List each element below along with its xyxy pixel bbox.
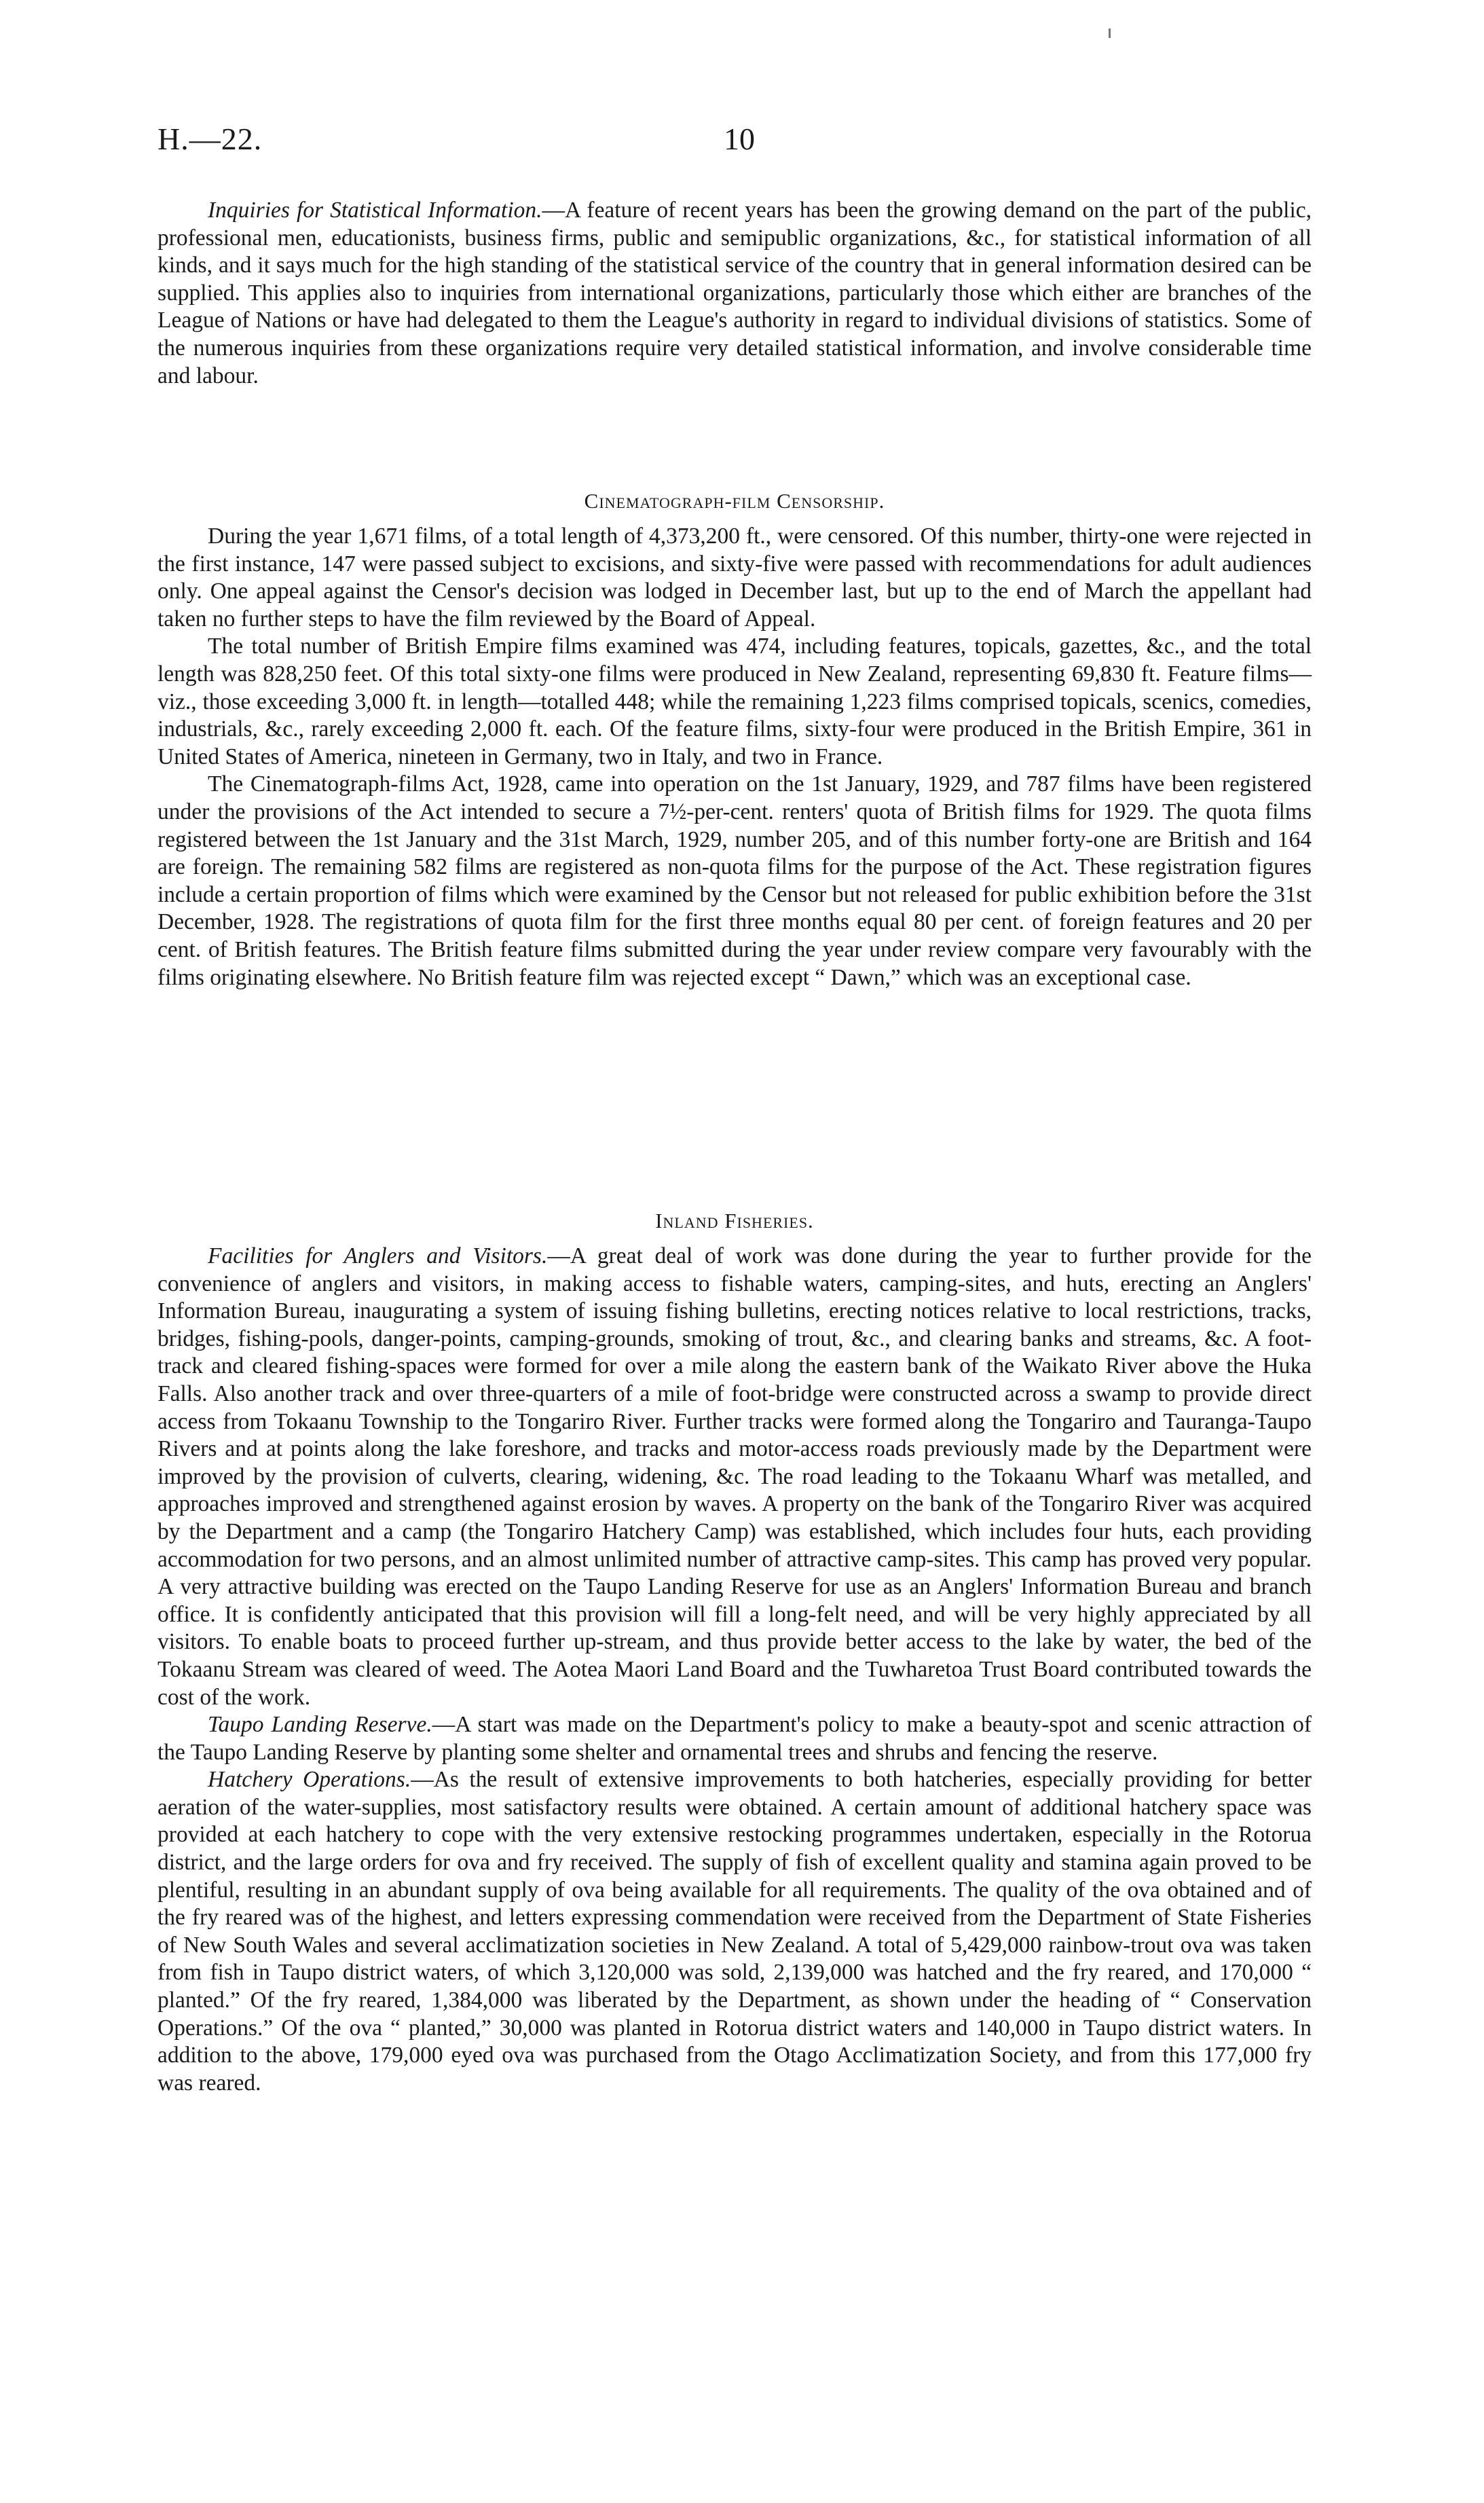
- paragraph-lead: Taupo Landing Reserve.: [208, 1712, 432, 1738]
- paragraph-body: —A feature of recent years has been the growing demand on the part of the public, professional men, educationists, business firms, public and semipublic organizations, &c., for statistical information of all kinds, and it says much for the high standing of the statistical service of the country that in general information desired can be supplied. This applies also to inquiries from international organizations, particularly those which either are branches of the League of Nations or have had delegated to them the League's authority in regard to individual divisions of statistics. Some of the numerous inquiries from these organizations require very detailed statistical information, and involve considerable time and labour.: [157, 198, 1312, 388]
- paragraph-body: —As the result of extensive improvements to both hatcheries, especially providing for better aeration of the water-supplies, most satisfactory results were obtained. A certain amount of additional hatchery space was provided at each hatchery to cope with the very extensive restocking programmes undertaken, especially in the Rotorua district, and the large orders for ova and fry received. The supply of fish of excellent quality and stamina again proved to be plentiful, resulting in an abundant supply of ova being available for all requirements. The quality of the ova obtained and of the fry reared was of the highest, and letters expressing commendation were received from the Department of State Fisheries of New South Wales and several acclimatization societies in New Zealand. A total of 5,429,000 rainbow-trout ova was taken from fish in Taupo district waters, of which 3,120,000 was sold, 2,139,000 was hatched and the fry reared, and 170,000 “ planted.” Of the fry reared, 1,384,000 was liberated by the Department, as shown under the heading of “ Conservation Operations.” Of the ova “ planted,” 30,000 was planted in Rotorua district waters and 140,000 in Taupo district waters. In addition to the above, 179,000 eyed ova was purchased from the Otago Acclimatization Society, and from this 177,000 fry was reared.: [157, 1767, 1312, 2096]
- censorship-heading: Cinematograph-film Censorship.: [584, 489, 885, 513]
- censorship-paragraph-1: During the year 1,671 films, of a total length of 4,373,200 ft., were censored. Of this number, thirty-one were rejected in the first instance, 147 were passed subject to excisions, and sixty-five were passed with recommendations for adult audiences only. One appeal against the Censor's decision was lodged in December last, but up to the end of March the appellant had taken no further steps to have the film reviewed by the Board of Appeal.: [157, 524, 1312, 632]
- fisheries-paragraph-1: [157, 1243, 1312, 1711]
- censorship-paragraph-3: The Cinematograph-films Act, 1928, came into operation on the 1st January, 1929, and 787 films have been registered under the provisions of the Act intended to secure a 7½-per-cent. renters' quota of British films for 1929. The quota films registered between the 1st January and the 31st March, 1929, number 205, and of this number forty-one are British and 164 are foreign. The remaining 582 films are registered as non-quota films for the purpose of the Act. These registration figures include a certain proportion of films which were examined by the Censor but not released for public exhibition before the 31st December, 1928. The registrations of quota film for the first three months equal 80 per cent. of foreign features and 20 per cent. of British features. The British feature films submitted during the year under review compare very favourably with the films originating elsewhere. No British feature film was rejected except “ Dawn,” which was an exceptional case.: [157, 771, 1312, 990]
- fisheries-heading: Inland Fisheries.: [655, 1209, 814, 1232]
- paragraph-body: —A start was made on the Department's policy to make a beauty-spot and scenic attraction of the Taupo Landing Reserve by planting some shelter and ornamental trees and shrubs and fencing the reserve.: [157, 1712, 1312, 1765]
- document-reference: H.—22.: [157, 122, 263, 156]
- fisheries-paragraph-3: [157, 1766, 1312, 2097]
- fisheries-paragraph-2: [157, 1711, 1312, 1766]
- paragraph-lead: Inquiries for Statistical Information.: [208, 198, 542, 223]
- page-number: 10: [724, 122, 755, 156]
- statistical-paragraph: [157, 197, 1312, 390]
- scan-mark: [1109, 29, 1111, 38]
- censorship-section: [157, 523, 1312, 991]
- statistical-section: [157, 197, 1312, 390]
- fisheries-section: [157, 1243, 1312, 2097]
- censorship-paragraph-2: The total number of British Empire films examined was 474, including features, topicals, gazettes, &c., and the total length was 828,250 feet. Of this total sixty-one films were produced in New Zealand, representing 69,830 ft. Feature films—viz., those exceeding 3,000 ft. in length—totalled 448; while the remaining 1,223 films comprised topicals, scenics, comedies, industrials, &c., rarely exceeding 2,000 ft. each. Of the feature films, sixty-four were produced in the British Empire, 361 in United States of America, nineteen in Germany, two in Italy, and two in France.: [157, 634, 1312, 769]
- paragraph-lead: Facilities for Anglers and Visitors.: [208, 1243, 548, 1268]
- paragraph-lead: Hatchery Operations.: [208, 1767, 411, 1793]
- paragraph-body: —A great deal of work was done during the year to further provide for the convenience of anglers and visitors, in making access to fishable waters, camping-sites, and huts, erecting an Anglers' Information Bureau, inaugurating a system of issuing fishing bulletins, erecting notices relative to local restrictions, tracks, bridges, fishing-pools, danger-points, camping-grounds, smoking of trout, &c., and clearing banks and streams, &c. A foot-track and cleared fishing-spaces were formed for over a mile along the eastern bank of the Waikato River above the Huka Falls. Also another track and over three-quarters of a mile of foot-bridge were constructed across a swamp to provide direct access from Tokaanu Township to the Tongariro River. Further tracks were formed along the Tongariro and Tauranga-Taupo Rivers and at points along the lake foreshore, and tracks and motor-access roads previously made by the Department were improved by the provision of culverts, clearing, widening, &c. The road leading to the Tokaanu Wharf was metalled, and approaches improved and strengthened against erosion by waves. A property on the bank of the Tongariro River was acquired by the Department and a camp (the Tongariro Hatchery Camp) was established, which includes four huts, each providing accommodation for two persons, and an almost unlimited number of attractive camp-sites. This camp has proved very popular. A very attractive building was erected on the Taupo Landing Reserve for use as an Anglers' Information Bureau and branch office. It is confidently anticipated that this provision will fill a long-felt need, and will be very highly appreciated by all visitors. To enable boats to proceed further up-stream, and thus provide better access to the lake by water, the bed of the Tokaanu Stream was cleared of weed. The Aotea Maori Land Board and the Tuwharetoa Trust Board contributed towards the cost of the work.: [157, 1243, 1312, 1710]
